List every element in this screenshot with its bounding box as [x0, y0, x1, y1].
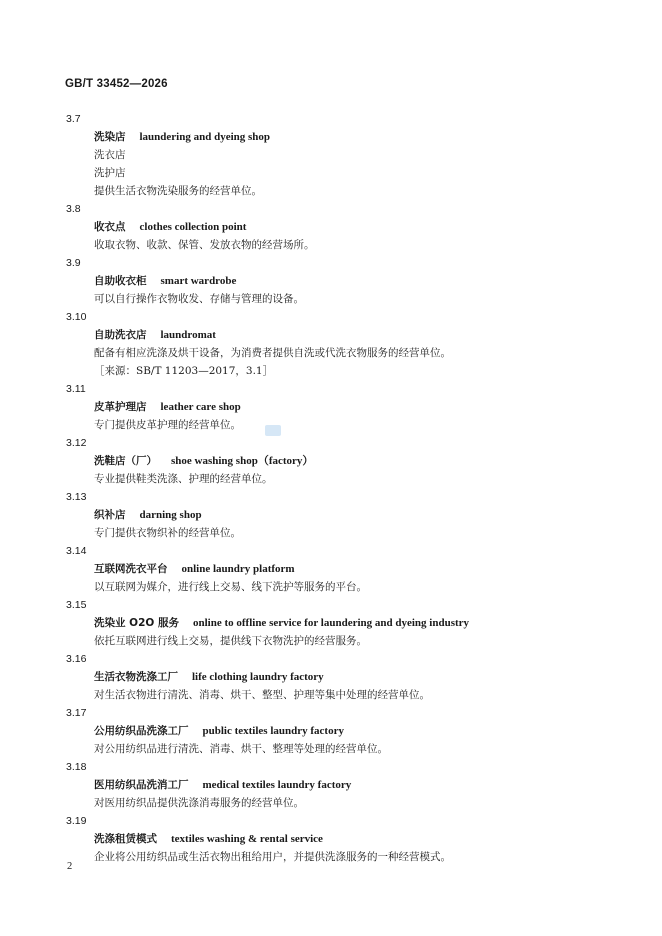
term-body: [66, 830, 626, 866]
term-entry: [66, 488, 626, 542]
term-definition-line: ［来源：SB/T 11203—2017，3.1］: [94, 365, 274, 377]
term-english-name: shoe washing shop（factory）: [171, 455, 314, 467]
term-chinese-name: 医用纺织品洗消工厂: [94, 779, 189, 791]
terms-list: [66, 110, 626, 866]
term-number: 3.17: [66, 707, 87, 719]
term-english-name: leather care shop: [160, 401, 241, 413]
term-body: [66, 506, 626, 542]
term-title: [94, 452, 626, 470]
term-definition-line: 依托互联网进行线上交易，提供线下衣物洗护的经营服务。: [94, 635, 367, 647]
term-body: [66, 722, 626, 758]
term-chinese-name: 自助收衣柜: [94, 275, 147, 287]
term-body: [66, 776, 626, 812]
term-definition-line: 以互联网为媒介，进行线上交易、线下洗护等服务的平台。: [94, 581, 367, 593]
term-entry: [66, 542, 626, 596]
term-title: [94, 326, 626, 344]
term-entry: [66, 650, 626, 704]
term-number: 3.9: [66, 257, 81, 269]
term-body: [66, 218, 626, 254]
term-english-name: textiles washing & rental service: [171, 833, 323, 845]
term-title: [94, 506, 626, 524]
term-entry: [66, 110, 626, 200]
term-number: 3.14: [66, 545, 87, 557]
term-chinese-name: 洗染业 O2O 服务: [94, 617, 179, 629]
term-title: [94, 560, 626, 578]
term-number: 3.16: [66, 653, 87, 665]
term-body: [66, 398, 626, 434]
term-chinese-name: 互联网洗衣平台: [94, 563, 168, 575]
term-chinese-name: 织补店: [94, 509, 126, 521]
term-title: [94, 218, 626, 236]
term-chinese-name: 自助洗衣店: [94, 329, 147, 341]
term-number: 3.12: [66, 437, 87, 449]
term-number: 3.18: [66, 761, 87, 773]
term-chinese-name: 皮革护理店: [94, 401, 147, 413]
term-english-name: laundering and dyeing shop: [139, 131, 271, 143]
term-number: 3.13: [66, 491, 87, 503]
term-definition-line: 提供生活衣物洗染服务的经营单位。: [94, 185, 262, 197]
term-entry: [66, 254, 626, 308]
term-number: 3.11: [66, 383, 86, 395]
term-english-name: darning shop: [139, 509, 202, 521]
term-chinese-name: 洗鞋店（厂）: [94, 455, 157, 467]
term-definition-line: 对生活衣物进行清洗、消毒、烘干、整型、护理等集中处理的经营单位。: [94, 689, 430, 701]
term-title: [94, 722, 626, 740]
term-definition-line: 专门提供皮革护理的经营单位。: [94, 419, 241, 431]
term-chinese-name: 洗涤租赁模式: [94, 833, 157, 845]
term-chinese-name: 收衣点: [94, 221, 126, 233]
term-chinese-name: 公用纺织品洗涤工厂: [94, 725, 189, 737]
term-english-name: public textiles laundry factory: [202, 725, 344, 737]
term-number: 3.7: [66, 113, 81, 125]
term-entry: [66, 704, 626, 758]
term-definition-line: 洗衣店: [94, 149, 126, 161]
term-number: 3.19: [66, 815, 87, 827]
term-title: [94, 128, 626, 146]
term-english-name: online to offline service for laundering and dyeing industry: [192, 617, 470, 629]
term-english-name: online laundry platform: [181, 563, 295, 575]
term-entry: [66, 380, 626, 434]
page-number: 2: [67, 861, 73, 872]
term-entry: [66, 434, 626, 488]
term-chinese-name: 洗染店: [94, 131, 126, 143]
term-body: [66, 128, 626, 200]
term-title: [94, 272, 626, 290]
term-english-name: clothes collection point: [139, 221, 247, 233]
term-entry: [66, 308, 626, 380]
document-code: GB/T 33452—2026: [65, 78, 168, 90]
term-body: [66, 452, 626, 488]
term-entry: [66, 758, 626, 812]
term-definition-line: 专业提供鞋类洗涤、护理的经营单位。: [94, 473, 273, 485]
term-body: [66, 560, 626, 596]
term-number: 3.8: [66, 203, 81, 215]
term-english-name: medical textiles laundry factory: [202, 779, 352, 791]
term-title: [94, 668, 626, 686]
term-body: [66, 614, 626, 650]
term-title: [94, 830, 626, 848]
term-title: [94, 614, 626, 632]
term-definition-line: 企业将公用纺织品或生活衣物出租给用户，并提供洗涤服务的一种经营模式。: [94, 851, 451, 863]
term-number: 3.10: [66, 311, 87, 323]
term-chinese-name: 生活衣物洗涤工厂: [94, 671, 178, 683]
term-english-name: laundromat: [160, 329, 216, 341]
term-english-name: life clothing laundry factory: [192, 671, 324, 683]
term-entry: [66, 596, 626, 650]
term-definition-line: 洗护店: [94, 167, 126, 179]
term-entry: [66, 200, 626, 254]
term-body: [66, 272, 626, 308]
term-title: [94, 776, 626, 794]
term-definition-line: 可以自行操作衣物收发、存储与管理的设备。: [94, 293, 304, 305]
term-number: 3.15: [66, 599, 87, 611]
term-definition-line: 对公用纺织品进行清洗、消毒、烘干、整理等处理的经营单位。: [94, 743, 388, 755]
term-body: [66, 668, 626, 704]
term-english-name: smart wardrobe: [160, 275, 237, 287]
term-definition-line: 收取衣物、收款、保管、发放衣物的经营场所。: [94, 239, 315, 251]
term-title: [94, 398, 626, 416]
term-definition-line: 专门提供衣物织补的经营单位。: [94, 527, 241, 539]
term-definition-line: 配备有相应洗涤及烘干设备，为消费者提供自洗或代洗衣物服务的经营单位。: [94, 347, 451, 359]
term-definition-line: 对医用纺织品提供洗涤消毒服务的经营单位。: [94, 797, 304, 809]
term-entry: [66, 812, 626, 866]
term-body: [66, 326, 626, 380]
